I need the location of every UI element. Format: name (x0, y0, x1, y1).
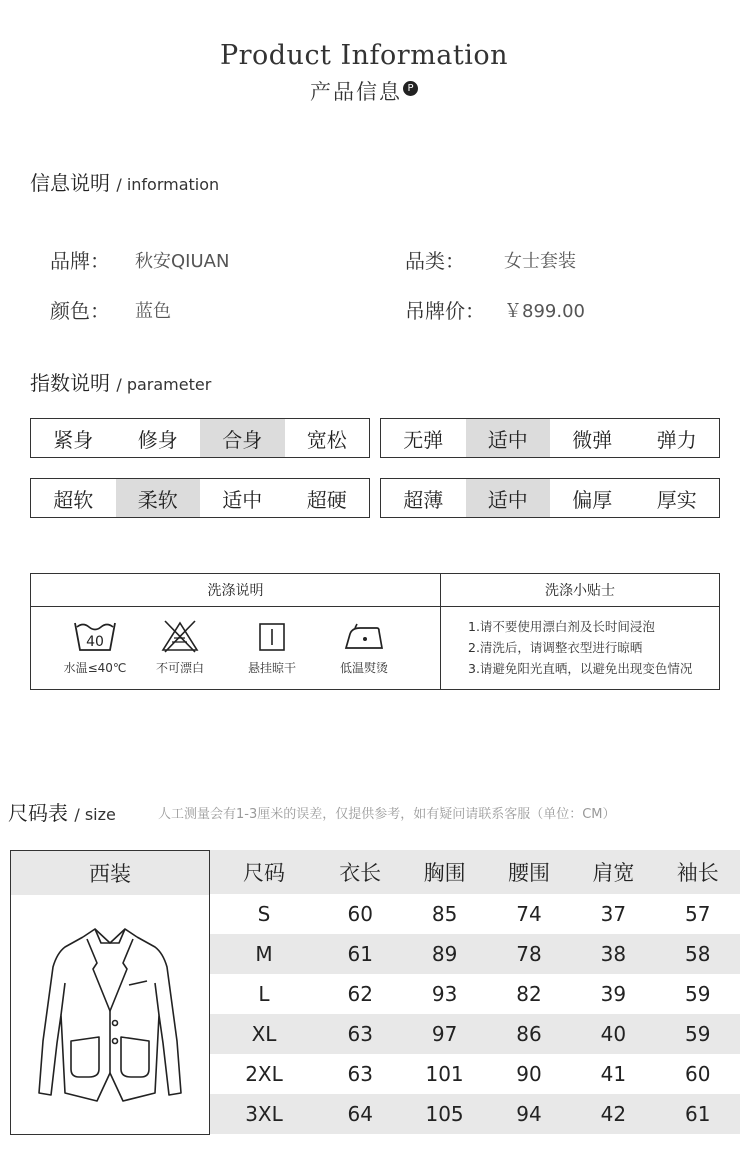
softness-option: 超硬 (306, 487, 347, 512)
column-header: 腰围 (507, 861, 550, 885)
table-cell: 61 (685, 1102, 711, 1126)
thickness-scale (380, 478, 720, 518)
table-cell: 82 (516, 982, 542, 1006)
elasticity-option: 适中 (466, 419, 551, 457)
fit-option: 紧身 (53, 427, 94, 452)
softness-scale (30, 478, 370, 518)
param-title-zh: 指数说明 (30, 371, 110, 395)
elasticity-scale (380, 418, 720, 458)
table-cell: 38 (600, 942, 627, 966)
size-table-header (210, 850, 740, 894)
tips-header: 洗涤小贴士 (441, 574, 719, 607)
p-badge-icon: P (403, 81, 418, 96)
table-cell: 94 (516, 1102, 542, 1126)
wash-header: 洗涤说明 (31, 574, 440, 607)
wash-instructions (31, 574, 441, 689)
column-header: 肩宽 (592, 861, 635, 885)
size-cell: L (258, 982, 270, 1006)
column-header: 袖长 (676, 861, 719, 885)
table-cell: 57 (685, 902, 711, 926)
thickness-option: 适中 (466, 479, 551, 517)
info-title-zh: 信息说明 (30, 171, 110, 195)
table-cell: 93 (431, 982, 458, 1006)
size-table (210, 850, 740, 1134)
size-title-zh: 尺码表 (8, 801, 68, 825)
care-item (134, 619, 226, 676)
table-cell: 40 (600, 1022, 627, 1046)
blazer-icon (35, 923, 185, 1108)
table-cell: 74 (516, 902, 542, 926)
no-bleach-label: 不可漂白 (155, 661, 204, 675)
param-title-en: / parameter (116, 375, 212, 394)
table-cell: 101 (425, 1062, 464, 1086)
tip-item: 2.清洗后，请调整衣型进行晾晒 (468, 640, 643, 655)
hang-dry-icon (255, 619, 289, 653)
table-cell: 64 (347, 1102, 373, 1126)
softness-option: 适中 (222, 487, 263, 512)
fit-option: 宽松 (306, 427, 347, 452)
wash-temp-number: 40 (86, 634, 104, 650)
table-cell: 89 (431, 942, 458, 966)
no-bleach-icon (160, 619, 200, 653)
price-value: ￥899.00 (504, 301, 585, 322)
table-cell: 90 (516, 1062, 542, 1086)
fit-option: 修身 (137, 427, 178, 452)
wash-tips (441, 574, 719, 689)
size-title-en: / size (74, 805, 116, 824)
elasticity-option: 弹力 (656, 427, 697, 452)
size-cell: 2XL (245, 1062, 283, 1086)
table-cell: 97 (431, 1022, 458, 1046)
subtitle-text: 产品信息 (310, 80, 402, 104)
softness-option: 柔软 (116, 479, 201, 517)
table-cell: 63 (347, 1022, 373, 1046)
low-iron-icon (341, 619, 387, 653)
table-cell: 105 (425, 1102, 464, 1126)
column-header: 胸围 (423, 861, 466, 885)
size-cell: 3XL (245, 1102, 283, 1126)
care-item (318, 619, 410, 676)
category-label: 品类： (405, 249, 465, 273)
garment-panel (10, 850, 210, 1135)
thickness-option: 超薄 (403, 487, 444, 512)
page-subtitle (0, 76, 728, 106)
elasticity-option: 无弹 (403, 427, 444, 452)
table-cell: 62 (347, 982, 373, 1006)
table-cell: 59 (685, 982, 711, 1006)
brand-label: 品牌： (50, 249, 110, 273)
table-cell: 63 (347, 1062, 373, 1086)
brand-value: 秋安QIUAN (135, 251, 230, 272)
table-cell: 42 (600, 1102, 627, 1126)
color-value: 蓝色 (135, 301, 171, 322)
info-title-en: / information (116, 175, 220, 194)
low-iron-label: 低温熨烫 (339, 661, 388, 675)
table-cell: 58 (685, 942, 711, 966)
info-section-title (30, 167, 219, 196)
size-section-title (8, 797, 116, 826)
softness-option: 超软 (53, 487, 94, 512)
table-row (210, 1054, 740, 1094)
wash-temp-label: 水温≤40℃ (63, 661, 127, 675)
table-cell: 39 (600, 982, 627, 1006)
color-label: 颜色： (50, 299, 110, 323)
garment-label: 西装 (11, 851, 209, 895)
table-row (210, 1094, 740, 1134)
tip-item: 3.请避免阳光直晒，以避免出现变色情况 (468, 661, 693, 676)
table-cell: 59 (685, 1022, 711, 1046)
wash-40-icon (73, 619, 117, 653)
table-cell: 60 (347, 902, 373, 926)
table-row (210, 894, 740, 934)
fit-option: 合身 (200, 419, 285, 457)
table-row (210, 934, 740, 974)
care-table (30, 573, 720, 690)
thickness-option: 偏厚 (572, 487, 613, 512)
table-cell: 85 (431, 902, 458, 926)
size-cell: XL (251, 1022, 277, 1046)
fit-scale (30, 418, 370, 458)
table-cell: 78 (516, 942, 542, 966)
price-label: 吊牌价： (405, 299, 485, 323)
column-header: 衣长 (339, 861, 382, 885)
size-cell: S (257, 902, 271, 926)
hang-dry-label: 悬挂晾干 (247, 661, 296, 675)
care-item (226, 619, 318, 676)
table-cell: 41 (600, 1062, 627, 1086)
table-row (210, 974, 740, 1014)
table-cell: 86 (516, 1022, 542, 1046)
category-value: 女士套装 (504, 251, 576, 272)
elasticity-option: 微弹 (572, 427, 613, 452)
column-header: 尺码 (243, 861, 285, 885)
care-item (56, 619, 134, 676)
thickness-option: 厚实 (656, 487, 697, 512)
table-cell: 61 (347, 942, 373, 966)
tip-item: 1.请不要使用漂白剂及长时间浸泡 (468, 619, 655, 634)
table-cell: 60 (685, 1062, 711, 1086)
param-section-title (30, 367, 211, 396)
table-row (210, 1014, 740, 1054)
size-cell: M (255, 942, 273, 966)
page-title: Product Information (219, 40, 509, 71)
size-note: 人工测量会有1-3厘米的误差，仅提供参考，如有疑问请联系客服（单位：CM） (158, 807, 616, 822)
table-cell: 37 (600, 902, 627, 926)
